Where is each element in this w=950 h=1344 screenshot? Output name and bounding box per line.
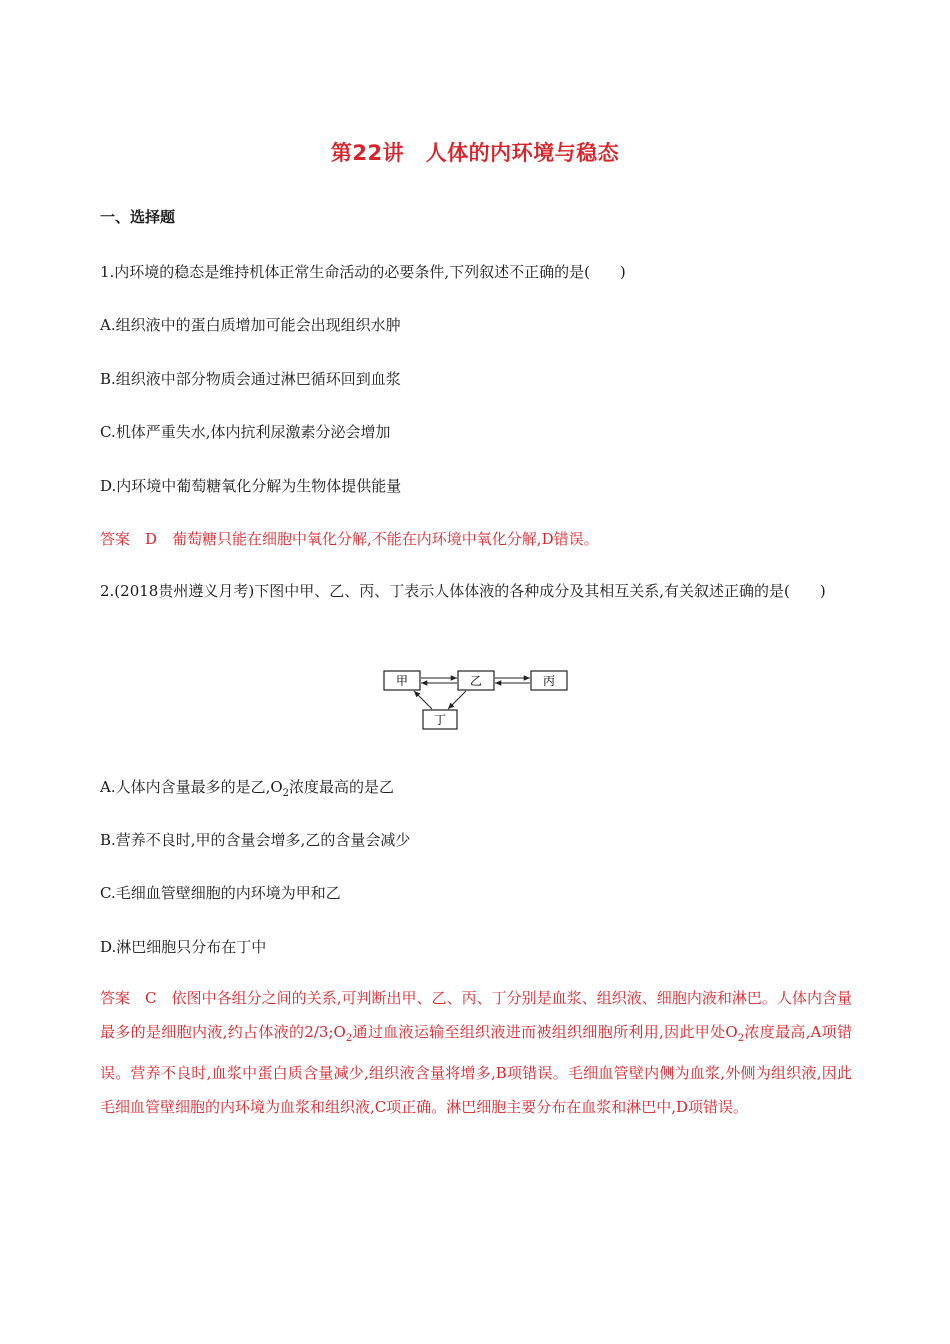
label-ding: 丁 [433, 713, 447, 727]
question-1-option-c: C.机体严重失水,体内抗利尿激素分泌会增加 [100, 423, 391, 441]
question-1-answer: 答案 D 葡萄糖只能在细胞中氧化分解,不能在内环境中氧化分解,D错误。 [100, 530, 599, 548]
question-1-stem: 1.内环境的稳态是维持机体正常生命活动的必要条件,下列叙述不正确的是( ) [100, 263, 626, 281]
question-1-option-a: A.组织液中的蛋白质增加可能会出现组织水肿 [100, 316, 401, 334]
label-bing: 丙 [542, 674, 556, 688]
body-fluid-diagram [382, 666, 572, 732]
question-2-stem: 2.(2018贵州遵义月考)下图中甲、乙、丙、丁表示人体体液的各种成分及其相互关系,有关叙述正确的是( ) [100, 582, 826, 600]
question-2-option-c: C.毛细血管壁细胞的内环境为甲和乙 [100, 884, 341, 902]
question-1-option-d: D.内环境中葡萄糖氧化分解为生物体提供能量 [100, 477, 402, 495]
question-2-option-a: A.人体内含量最多的是乙$,O_2$浓度最高的是乙 [100, 778, 395, 799]
question-1-option-b: B.组织液中部分物质会通过淋巴循环回到血浆 [100, 370, 401, 388]
question-2-option-b: B.营养不良时,甲的含量会增多,乙的含量会减少 [100, 831, 411, 849]
question-2-answer: 答案 C 依图中各组分之间的关系,可判断出甲、乙、丙、丁分别是血浆、组织液、细胞内液和淋巴。人体内含量最多的是细胞内液,约占体液的$2/3;O_2$通过血液运输至组织液进而被组织细胞所利用,因此甲处$O_2$浓度最高,A项错误。营养不良时,血浆中蛋白质含量减少,组织液含量将增多,B项错误。毛细血管壁内侧为血浆,外侧为组织液,因此毛细血管壁细胞的内环境为血浆和组织液,C项正确。淋巴细胞主要分布在血浆和淋巴中,D项错误。 [100, 989, 852, 1116]
label-yi: 乙 [469, 674, 483, 688]
section-heading: 一、选择题 [100, 208, 176, 226]
page-title: 第22讲 人体的内环境与稳态 [330, 141, 620, 165]
question-2-option-d: D.淋巴细胞只分布在丁中 [100, 938, 267, 956]
label-jia: 甲 [395, 674, 409, 688]
